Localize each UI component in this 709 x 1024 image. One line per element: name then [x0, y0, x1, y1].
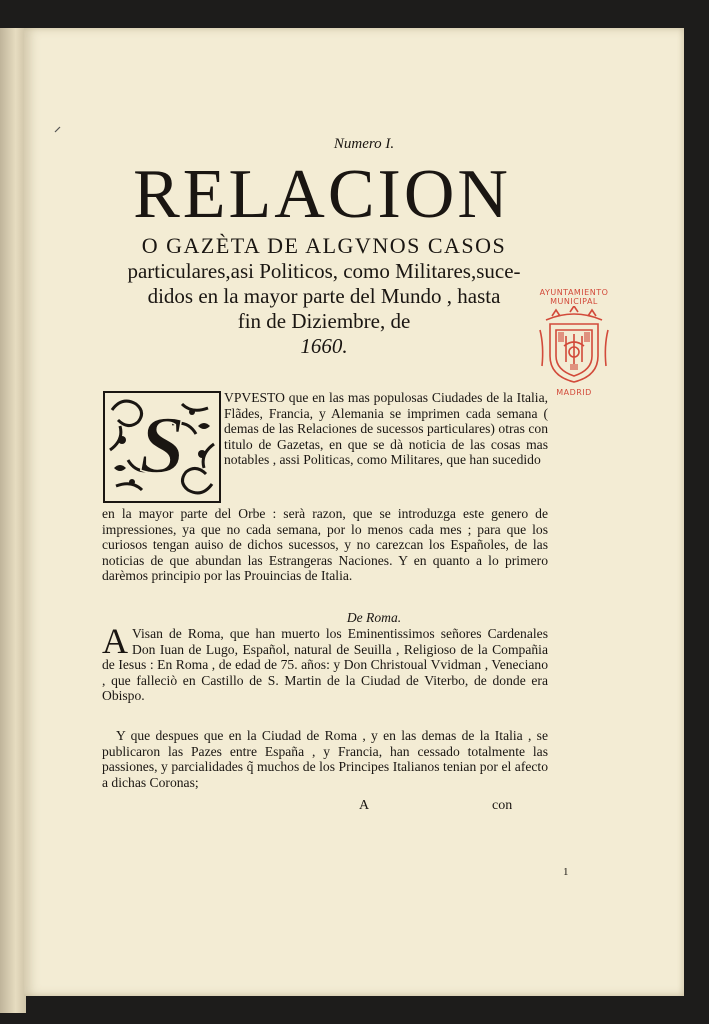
year: 1660. [300, 334, 348, 358]
subtitle-line-1: O GAZÈTA DE ALGVNOS CASOS [141, 233, 507, 258]
pencil-mark-icon [54, 126, 62, 134]
left-page-edge [0, 28, 26, 1013]
intro-continuation: en la mayor parte del Orbe : serà razon, que se introduzga este genero de impressiones, ya que no cada semana, por lo menos cada mes ; para que los curiosos tengan auiso de dichos sucessos, y no carezcan los Españoles, de las noticias de que abundan las Estrangeras Naciones. Y en quanto a lo primero darèmos principio por las Prouincias de Italia. [102, 506, 548, 584]
coat-of-arms-icon [534, 306, 614, 386]
library-stamp [534, 288, 614, 400]
ornamental-initial-s-icon [102, 390, 222, 504]
page-number: 1 [563, 866, 569, 878]
issue-number: Numero I. [333, 136, 395, 152]
section-heading: De Roma. [346, 610, 402, 625]
page-title: RELACION [133, 156, 511, 233]
intro-paragraph: VPVESTO que en las mas populosas Ciudades de la Italia, Flãdes, Francia, y Alemania se imprimen cada semana ( demas de las Relaciones de sucessos particulares) otras con titulo de Gazetas, en que se dà noticia de las cosas mas notables , assi Politicas, como Militares, que han sucedido [224, 390, 548, 468]
svg-text:S: S [139, 399, 185, 490]
catchword: con [492, 798, 513, 813]
initial-letter: A [102, 621, 128, 661]
subtitle-line-4: fin de Diziembre, de [237, 309, 411, 333]
subtitle [94, 233, 554, 359]
stamp-top-text: AYUNTAMIENTO MUNICIPAL [539, 288, 609, 306]
stamp-bottom-text: MADRID [556, 388, 592, 397]
paragraph-roma-text: Visan de Roma, que han muerto los Eminentissimos señores Cardenales Don Iuan de Lugo, Español, natural de Seuilla , Religioso de la Compañia de Iesus : En Roma , de edad de 75. años: y Don Christoual Vvidman , Veneciano , que falleciò en Castillo de S. Martin de la Ciudad de Viterbo, de donde era Obispo. [102, 626, 548, 704]
signature-mark: A [359, 798, 370, 813]
paragraph-roma [102, 621, 548, 704]
document-page [24, 28, 684, 996]
subtitle-line-3: didos en la mayor parte del Mundo , hasta [147, 284, 501, 308]
subtitle-line-2: particulares,asi Politicos, como Militares,suce- [127, 259, 521, 283]
paragraph-peace: Y que despues que en la Ciudad de Roma , y en las demas de la Italia , se publicaron las Pazes entre España , y Francia, han cessado totalmente las passiones, y parcialidades q̃ muchos de los Principes Italianos tenian por el afecto a dichas Coronas; [102, 728, 548, 790]
intro-block [102, 390, 548, 504]
